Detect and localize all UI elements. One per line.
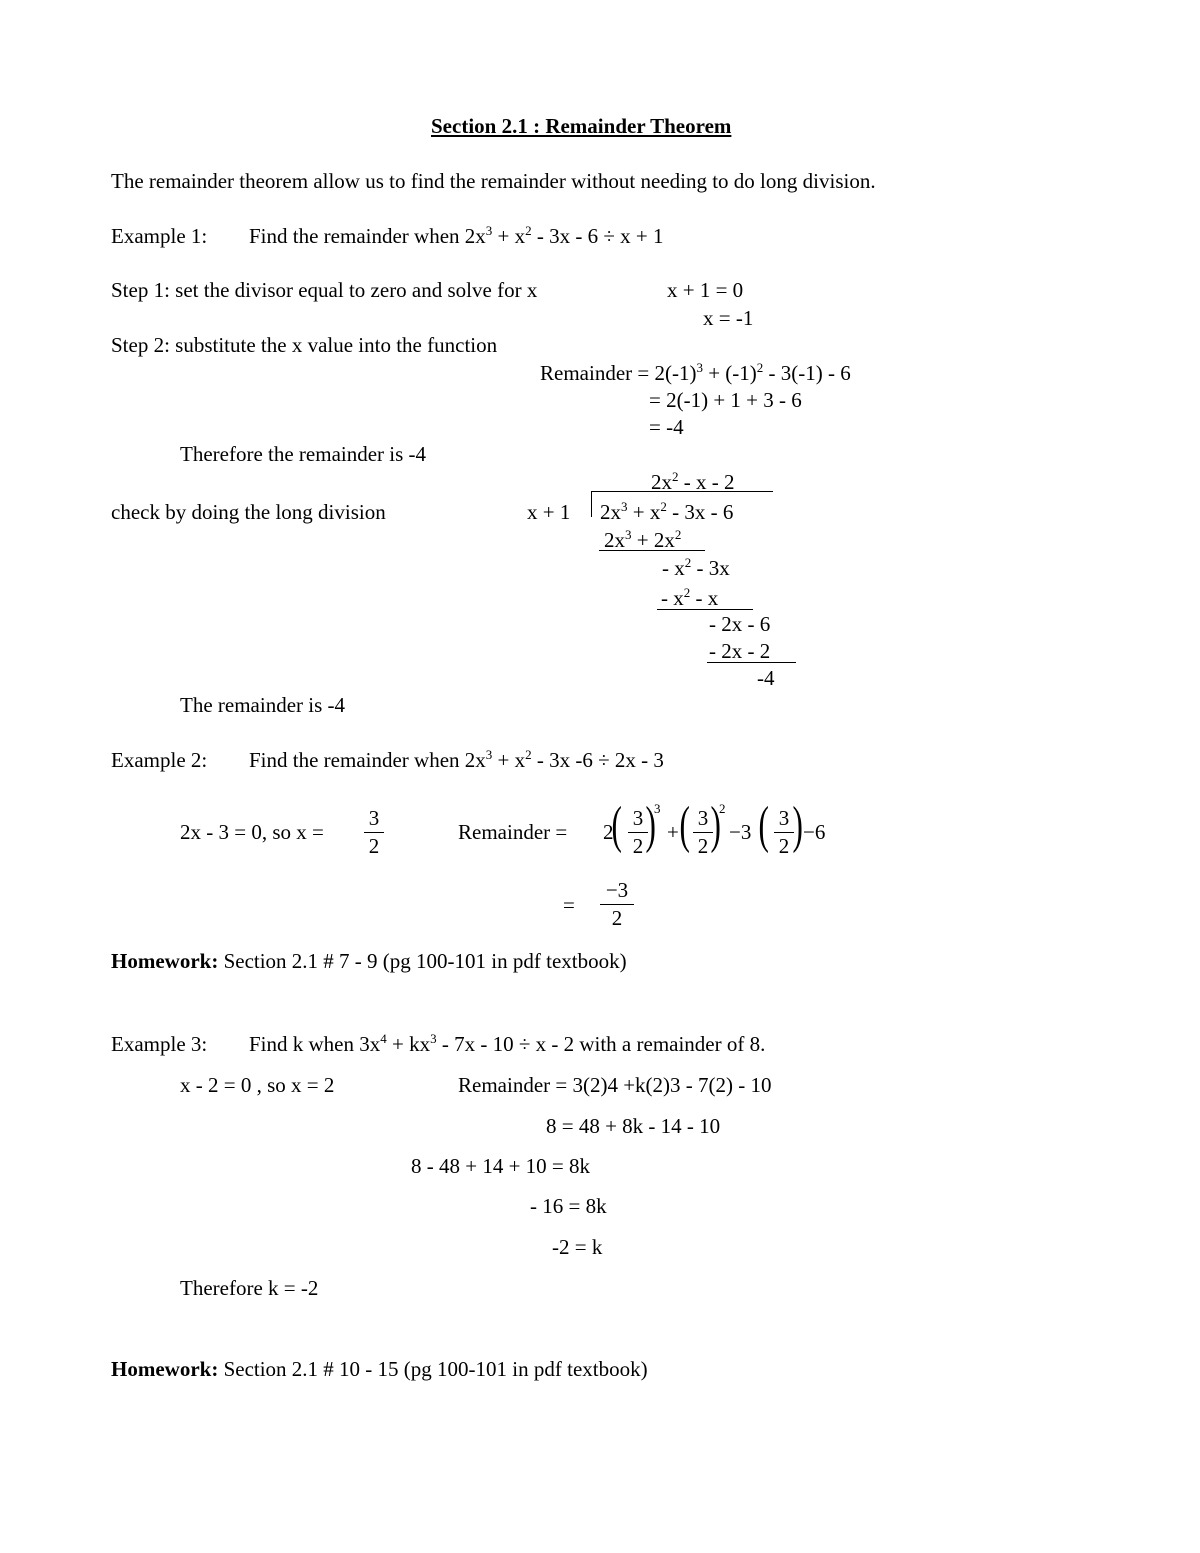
step2-text: Step 2: substitute the x value into the function (111, 333, 498, 357)
subtraction-line-2 (657, 609, 753, 610)
intro-text: The remainder theorem allow us to find the remainder without needing to do long division. (111, 169, 876, 193)
homework-1: Homework: Section 2.1 # 7 - 9 (pg 100-101 in pdf textbook) (111, 949, 627, 973)
step1-equation: x + 1 = 0 (667, 278, 744, 302)
example3-remainder: Remainder = 3(2)4 +k(2)3 - 7(2) - 10 (458, 1073, 772, 1097)
expr-coefficient: 2 (603, 820, 614, 844)
example2-label: Example 2: (111, 748, 208, 772)
long-division-step3: - $x^2$ - x (661, 585, 719, 610)
expr-minus-three: −3 (729, 820, 752, 844)
step1-solution: x = -1 (703, 306, 754, 330)
division-bracket (591, 491, 592, 517)
dividend: $2x^3 + x^2 - 3x - 6$ (600, 499, 734, 524)
expr-paren-open-2: ( (679, 797, 690, 854)
expr-fraction-1: 3 2 (628, 808, 648, 857)
example3-line5: -2 = k (552, 1235, 603, 1259)
example3-line3: 8 - 48 + 14 + 10 = 8k (411, 1154, 591, 1178)
long-division-remainder: -4 (757, 666, 775, 690)
result-fraction: −3 2 (600, 880, 634, 929)
remainder-line2: = 2(-1) + 1 + 3 - 6 (649, 388, 802, 412)
subtraction-line-1 (599, 550, 705, 551)
expr-exponent-1: 3 (654, 801, 661, 816)
expr-paren-close-3: ) (792, 797, 803, 854)
step1-text: Step 1: set the divisor equal to zero and solve for x (111, 278, 538, 302)
expr-exponent-2: 2 (719, 801, 726, 816)
remainder-line3: = -4 (649, 415, 684, 439)
expr-minus-six: −6 (803, 820, 826, 844)
expr-plus: + (667, 820, 679, 844)
expr-fraction-3: 3 2 (774, 808, 794, 857)
quotient: $2x^2$ - x - 2 (651, 469, 735, 494)
check-text: check by doing the long division (111, 500, 386, 524)
expr-paren-close-1: ) (645, 797, 656, 854)
example1-final: The remainder is -4 (180, 693, 346, 717)
long-division-step5: - 2x - 2 (709, 639, 771, 663)
example2-prompt: Find the remainder when $2x^3 + x^2 - 3x$ -6 ÷ 2x - 3 (249, 747, 664, 772)
expr-fraction-2: 3 2 (693, 808, 713, 857)
example1-label: Example 1: (111, 224, 208, 248)
long-division-step1: $2x^3 + 2x^2$ (604, 527, 682, 552)
long-division-step2: - $x^2 - 3x$ (662, 555, 730, 580)
page-title: Section 2.1 : Remainder Theorem (431, 114, 732, 138)
long-division-step4: - 2x - 6 (709, 612, 771, 636)
example3-prompt: Find k when $3x^4 + kx^3 - 7x - 10 \div x - 2$ with a remainder of 8. (249, 1031, 766, 1056)
expr-paren-open-3: ( (758, 797, 769, 854)
example3-conclusion: Therefore k = -2 (180, 1276, 319, 1300)
expr-paren-close-2: ) (710, 797, 721, 854)
example3-line4: - 16 = 8k (530, 1194, 607, 1218)
example1-prompt: Find the remainder when $2x^3 + x^2 - 3x - 6 \div x + 1$ (249, 223, 664, 248)
example3-label: Example 3: (111, 1032, 208, 1056)
division-bar (591, 491, 773, 492)
example3-equation: x - 2 = 0 , so x = 2 (180, 1073, 335, 1097)
example2-equation: 2x - 3 = 0, so x = (180, 820, 324, 844)
example2-remainder-label: Remainder = (458, 820, 568, 844)
example3-line2: 8 = 48 + 8k - 14 - 10 (546, 1114, 721, 1138)
expr-paren-open-1: ( (611, 797, 622, 854)
remainder-line1: Remainder = $2(-1)^3 + (-1)^2 - 3(-1) - 6$ (540, 360, 851, 385)
subtraction-line-3 (707, 662, 796, 663)
example1-conclusion: Therefore the remainder is -4 (180, 442, 427, 466)
result-equals: = (563, 893, 575, 917)
x-value-fraction: 3 2 (364, 808, 384, 857)
homework-2: Homework: Section 2.1 # 10 - 15 (pg 100-101 in pdf textbook) (111, 1357, 648, 1381)
divisor: x + 1 (527, 500, 571, 524)
